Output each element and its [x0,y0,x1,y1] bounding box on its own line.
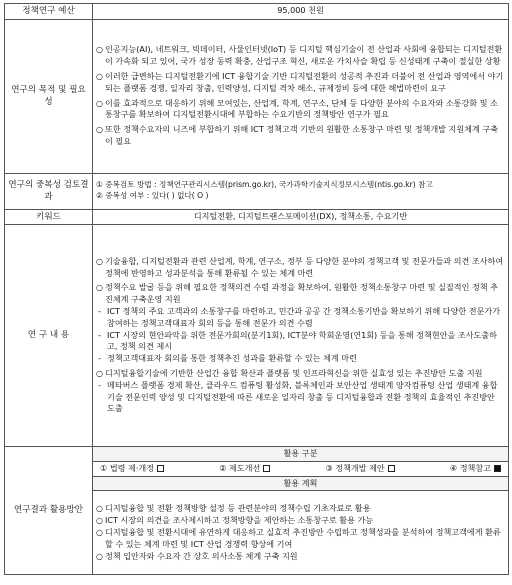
usage-type-cell [93,461,509,476]
checkbox-icon[interactable] [388,465,395,472]
overlap-label: 연구의 중복성 검토결과 [5,173,93,209]
usage-type-header-row [5,447,509,462]
usage-type-header: 활용 구분 [93,447,509,462]
usage-type-system[interactable]: ② 제도개선 [219,463,270,475]
content-subitem: - 메타버스 플랫폼 경제 확산, 클라우드 컴퓨팅 활성화, 블록체인과 보안산업 생태계 양자컴퓨팅 산업 생태계 융합기술 전문인력 양성 및 디지털전환에 따른 새로운 일자리 창출 등 디지털융합과 전환 정책의 효율적인 추진방안 도출 [98,379,498,414]
overlap-result: ② 중복성 여부 : 있다( ) 없다( O ) [96,191,209,200]
content-subitem: - ICT 정책의 주요 고객과의 소통창구를 마련하고, 민간과 공공 간 정책소통기반을 확보하기 위해 다양한 전문가가 참여하는 정책고객대표자 회의 등을 통해 전문가 의견 수렴 [98,306,501,328]
usage-plan-cell [93,491,509,575]
content-item: ○ 정책수요 발굴 등을 위해 필요한 정책의견 수렴 과정을 확보하여, 원활한 정책소통창구 마련 및 실질적인 정책 추진체계 구축운영 지원 [96,282,499,305]
research-summary-table [4,3,509,575]
purpose-label: 연구의 목적 및 필요성 [5,19,93,173]
bullet-circle-icon: ○ [96,98,103,108]
content-item: ○ 디지털융합기술에 기반한 산업간 융합 확산과 플랫폼 및 인프라혁신을 위한 실효성 있는 추진방안 도출 지원 [96,367,483,378]
keywords-value: 디지털전환, 디지털트랜스포메이션(DX), 정책소통, 수요기반 [93,209,509,225]
content-subitem: - ICT 시장의 현안파악을 위한 전문가회의(분기1회), ICT분야 학회운영(연1회) 등을 통해 정책현안을 조사도출하고, 정책 의견 제시 [98,329,497,352]
purpose-item: ○ 또한 정책수요자의 니즈에 부합하기 위해 ICT 정책고객 기반의 원활한 소통창구 마련 및 정책개발 지원체계 구축이 필요 [96,124,499,146]
usage-plan-item: ○ 디지털융합 및 전환시대에 유연하게 대응하고 실효적 추진방안 수립하고 정책성과를 분석하여 정책고객에게 환류할 수 있는 체계 마련 및 ICT 산업 경쟁력 향상에 기여 [96,526,501,549]
dash-icon: - [98,379,101,390]
usage-type-policy-ref[interactable]: ④ 정책참고 [450,463,501,475]
budget-row [5,4,509,20]
usage-plan-item: ○ 디지털융합 및 전환 정책방향 설정 등 관련분야의 정책수립 기초자료로 활용 [96,503,371,514]
usage-plan-header: 활용 계획 [93,476,509,491]
overlap-cell [93,173,509,209]
usage-type-law[interactable]: ① 법령 제·개정 [100,463,164,475]
usage-plan-item: ○ 정책 입안자와 수요자 간 상호 의사소통 체계 구축 지원 [96,550,298,561]
overlap-row [5,173,509,209]
dash-icon: - [98,329,101,340]
research-summary-page [4,3,508,575]
bullet-circle-icon: ○ [96,504,103,514]
content-label: 연 구 내 용 [5,225,93,447]
bullet-circle-icon: ○ [96,551,103,561]
bullet-circle-icon: ○ [96,368,103,378]
content-row [5,225,509,447]
bullet-circle-icon: ○ [96,256,103,266]
dash-icon: - [98,353,101,364]
bullet-circle-icon: ○ [96,45,103,55]
usage-plan-item: ○ ICT 시장의 의견을 조사제시하고 정책방향을 제안하는 소통창구로 활용 가능 [96,515,374,526]
purpose-item: ○ 인공지능(AI), 네트워크, 빅데이터, 사물인터넷(IoT) 등 디지털 핵심기술이 전 산업과 사회에 융합되는 디지털전환이 가속화 되고 있어, 국가 성장 동력 확충, 산업구조 혁신, 새로운 가치사슬 확립 등 신성태계 구축이 절실한 상황 [96,44,503,67]
bullet-circle-icon: ○ [96,283,103,293]
purpose-row [5,19,509,173]
purpose-cell [93,19,509,173]
dash-icon: - [98,306,101,316]
keywords-row [5,209,509,225]
overlap-method: ① 중복검토 방법 : 정책연구관리시스템(prism.go.kr), 국가과학기술지식정보시스템(ntis.go.kr) 참고 [96,180,433,190]
budget-value: 95,000 천원 [93,4,509,20]
checked-checkbox-icon[interactable] [494,465,501,472]
bullet-circle-icon: ○ [96,516,103,526]
purpose-item: ○ 이러한 급변하는 디지털전환기에 ICT 융합기술 기반 디지털전환의 성공적 추진과 더불어 전 산업과 영역에서 야기되는 플랫폼 경쟁, 일자리 창출, 인력양성, 디지털 격차 해소, 규제정비 등에 대한 해법마련이 요구 [96,70,504,93]
usage-label: 연구결과 활용방안 [5,447,93,575]
checkbox-icon[interactable] [157,465,164,472]
keywords-label: 키워드 [5,209,93,225]
usage-type-policy-dev[interactable]: ③ 정책개발 제안 [325,463,394,475]
checkbox-icon[interactable] [263,465,270,472]
bullet-circle-icon: ○ [96,527,103,537]
bullet-circle-icon: ○ [96,125,103,135]
content-cell [93,225,509,447]
content-item: ○ 기술융합, 디지털전환과 관련 산업계, 학계, 연구소, 정부 등 다양한 분야의 정책고객 및 전문가들과 의견 조사하여 정책에 반영하고 성과분석을 통해 환류될 수 있는 체계 마련 [96,255,504,278]
bullet-circle-icon: ○ [96,71,103,81]
budget-label: 정책연구 예산 [5,4,93,20]
purpose-item: ○ 이를 효과적으로 대응하기 위해 모여있는, 산업계, 학계, 연구소, 단체 등 다양한 분야의 수요자와 소통강화 및 소통창구를 확보하여 디지털전환시대에 부합하는 수요기반의 정책방안 연구가 필요 [96,97,498,120]
content-subitem: - 정책고객대표자 회의를 통한 정책추진 성과를 환류할 수 있는 체계 마련 [98,353,357,364]
